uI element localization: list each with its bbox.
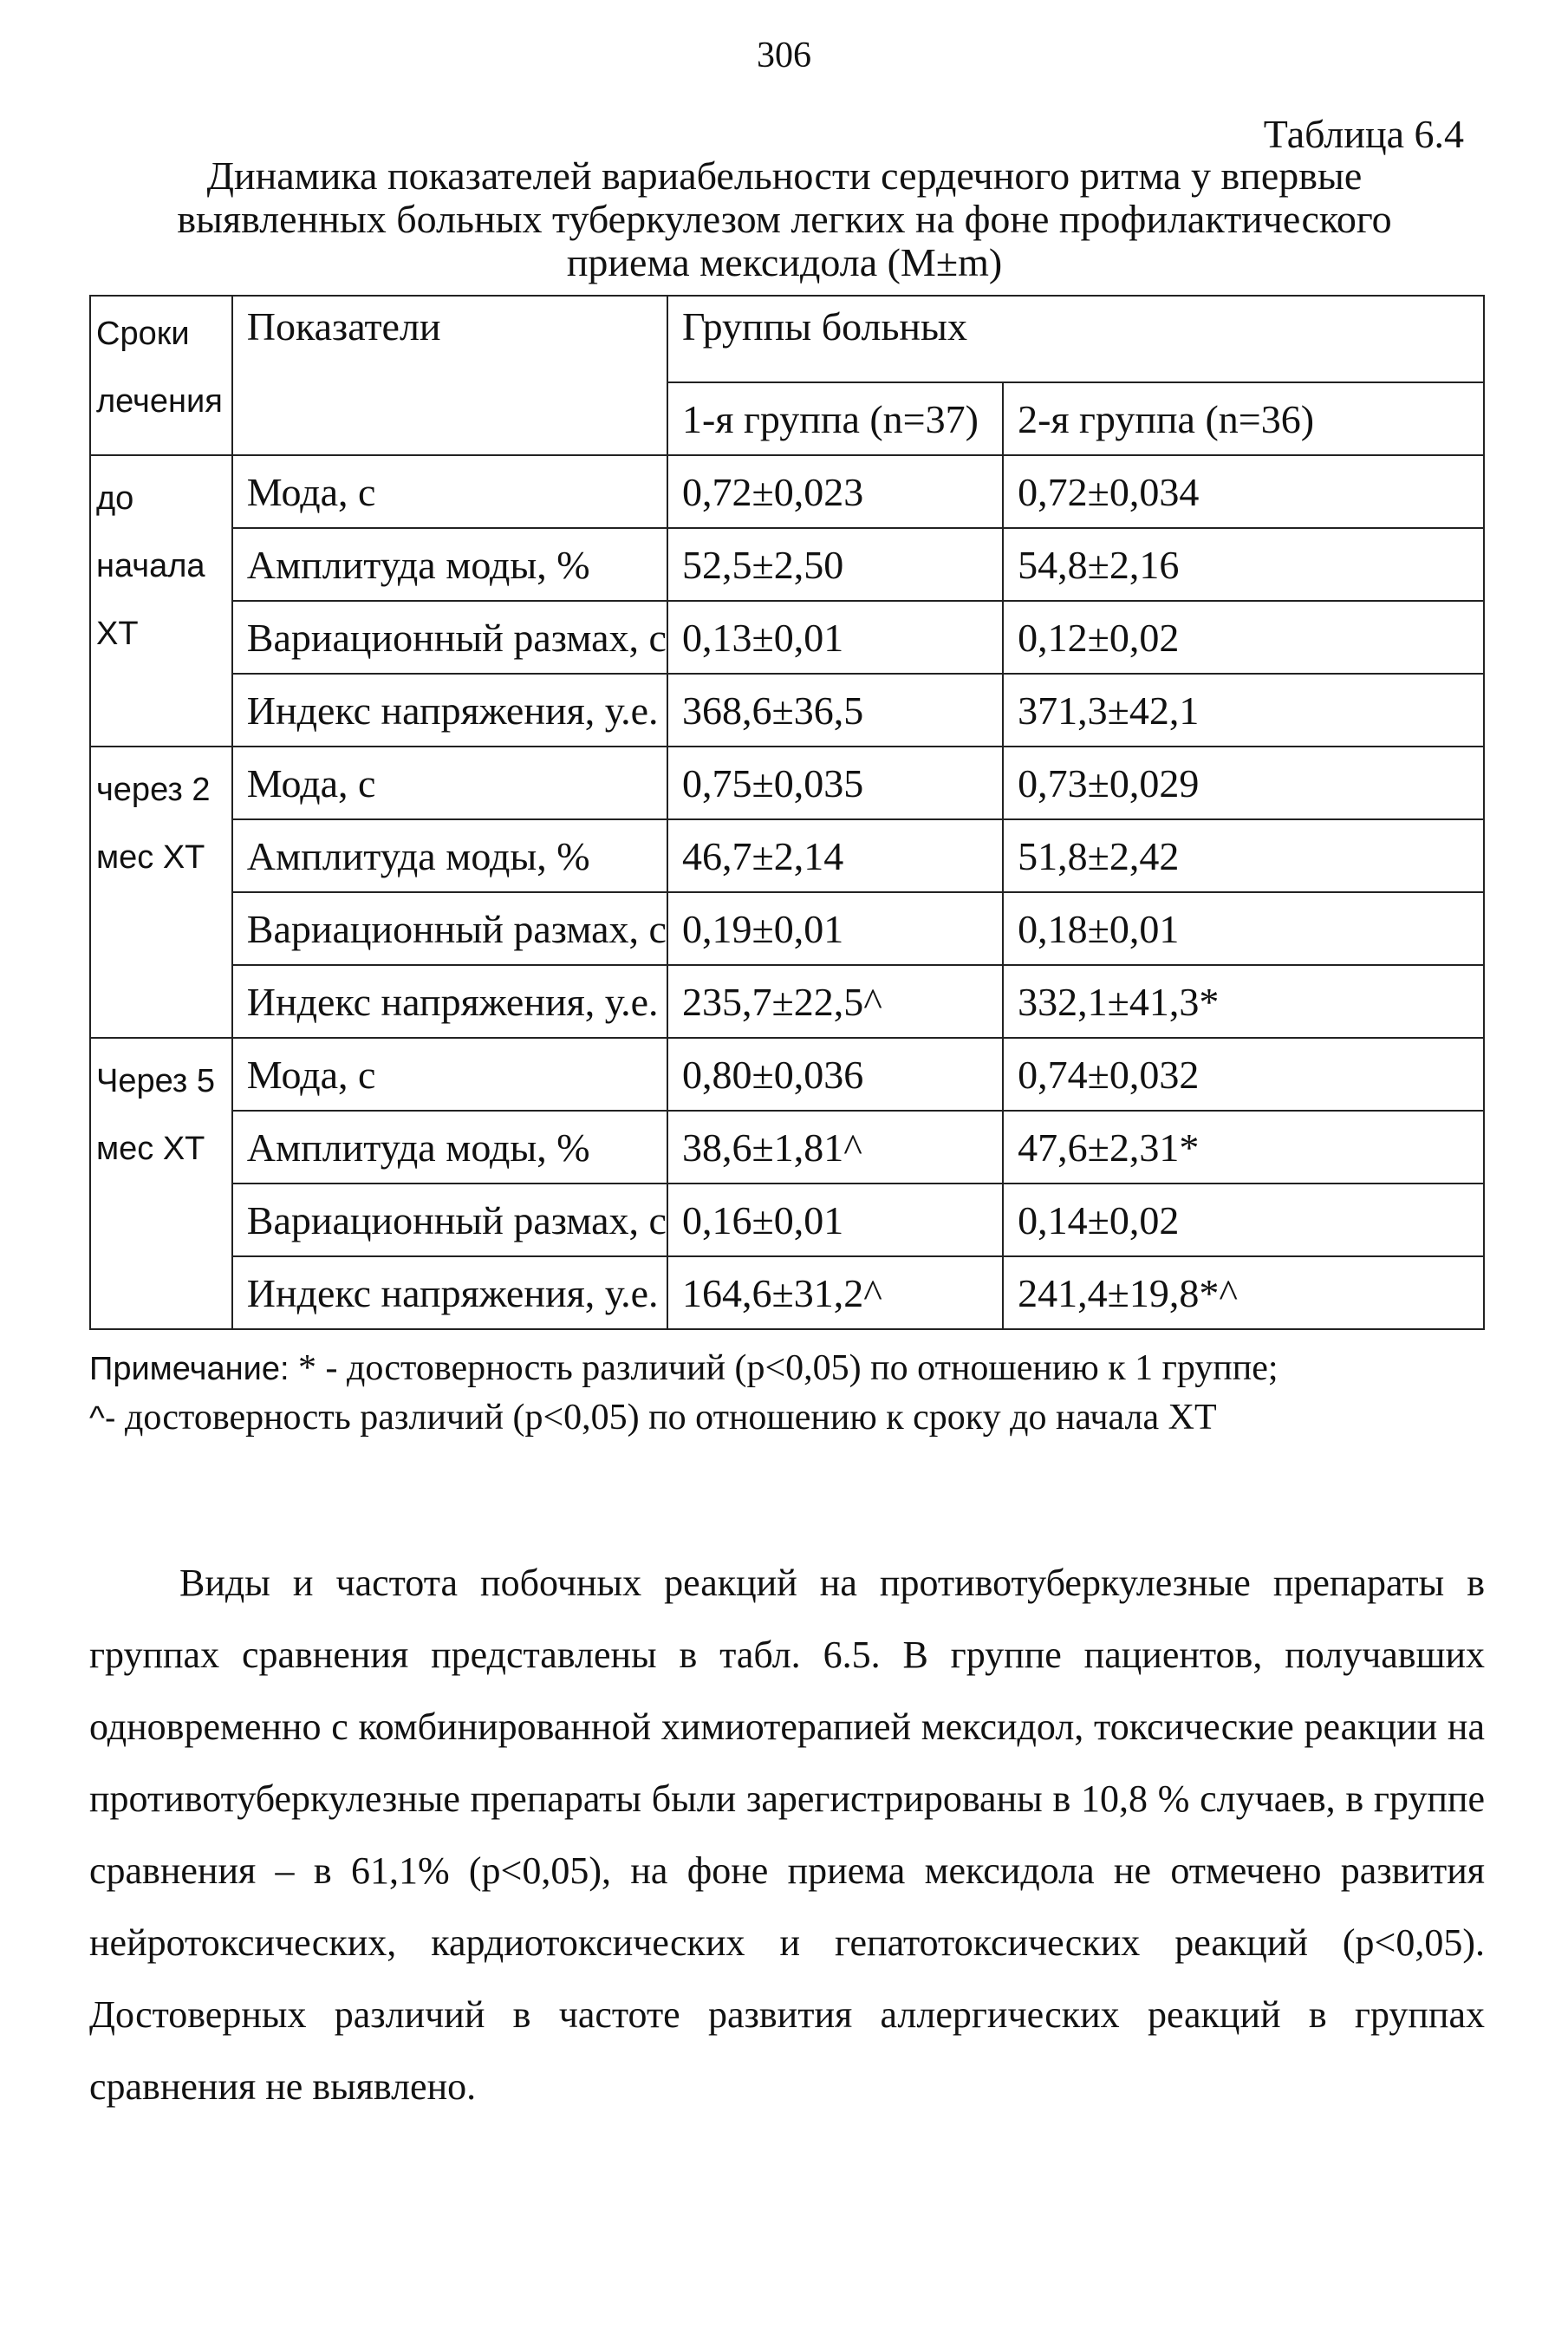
table-row: [90, 892, 1484, 965]
table-row: [90, 674, 1484, 747]
header-groups: Группы больных: [667, 296, 1484, 382]
group2-value: 51,8±2,42: [1003, 819, 1484, 892]
table-row: [90, 1111, 1484, 1184]
header-group-2: 2-я группа (n=36): [1003, 382, 1484, 455]
indicator-cell: Индекс напряжения, у.е.: [232, 674, 667, 747]
table-row: [90, 528, 1484, 601]
term-cell: до начала ХТ: [90, 455, 232, 747]
indicator-cell: Вариационный размах, с: [232, 601, 667, 674]
group1-value: 368,6±36,5: [667, 674, 1003, 747]
indicator-cell: Индекс напряжения, у.е.: [232, 965, 667, 1038]
indicator-cell: Мода, с: [232, 747, 667, 819]
group2-value: 0,14±0,02: [1003, 1184, 1484, 1256]
hrv-table: [89, 295, 1485, 1330]
indicator-cell: Амплитуда моды, %: [232, 528, 667, 601]
note-line-2: [89, 1393, 1511, 1443]
caption-line: выявленных больных туберкулезом легких на фоне профилактического: [177, 197, 1392, 241]
group1-value: 0,80±0,036: [667, 1038, 1003, 1111]
group2-value: 54,8±2,16: [1003, 528, 1484, 601]
group2-value: 371,3±42,1: [1003, 674, 1484, 747]
table-notes: [89, 1344, 1511, 1443]
header-group-1: 1-я группа (n=37): [667, 382, 1003, 455]
group1-value: 52,5±2,50: [667, 528, 1003, 601]
body-paragraph: Виды и частота побочных реакций на противотуберкулезные препараты в группах сравнения представлены в табл. 6.5. В группе пациентов, получавших одновременно с комбинированной химиотерапией мексидол, токсические реакции на противотуберкулезные препараты были зарегистрированы в 10,8 % случаев, в группе сравнения – в 61,1% (p<0,05), на фоне приема мексидола не отмечено развития нейротоксических, кардиотоксических и гепатотоксических реакций (p<0,05). Достоверных различий в частоте развития аллергических реакций в группах сравнения не выявлено.: [89, 1562, 1485, 2108]
table-row: [90, 601, 1484, 674]
group2-value: 332,1±41,3*: [1003, 965, 1484, 1038]
term-cell: Через 5 мес ХТ: [90, 1038, 232, 1329]
table-row: [90, 965, 1484, 1038]
indicator-cell: Амплитуда моды, %: [232, 1111, 667, 1184]
group2-value: 0,74±0,032: [1003, 1038, 1484, 1111]
group2-value: 0,18±0,01: [1003, 892, 1484, 965]
table-row: [90, 819, 1484, 892]
group1-value: 0,75±0,035: [667, 747, 1003, 819]
indicator-cell: Мода, с: [232, 455, 667, 528]
table-label: Таблица 6.4: [1263, 112, 1464, 156]
header-term: Сроки лечения: [90, 296, 232, 455]
group2-value: 241,4±19,8*^: [1003, 1256, 1484, 1329]
group1-value: 0,72±0,023: [667, 455, 1003, 528]
group1-value: 164,6±31,2^: [667, 1256, 1003, 1329]
note-text: достоверность различий (p<0,05) по отношению к сроку до начала ХТ: [115, 1398, 1217, 1438]
group1-value: 0,16±0,01: [667, 1184, 1003, 1256]
indicator-cell: Вариационный размах, с: [232, 892, 667, 965]
indicator-cell: Мода, с: [232, 1038, 667, 1111]
table-caption: [87, 154, 1482, 284]
group1-value: 0,19±0,01: [667, 892, 1003, 965]
table-row: [90, 747, 1484, 819]
note-mark: ^-: [89, 1400, 116, 1437]
group1-value: 38,6±1,81^: [667, 1111, 1003, 1184]
group2-value: 0,72±0,034: [1003, 455, 1484, 528]
page-number: 306: [757, 36, 811, 75]
table-row: [90, 1184, 1484, 1256]
group1-value: 46,7±2,14: [667, 819, 1003, 892]
indicator-cell: Индекс напряжения, у.е.: [232, 1256, 667, 1329]
note-text: * - достоверность различий (p<0,05) по отношению к 1 группе;: [289, 1348, 1278, 1388]
term-cell: через 2 мес ХТ: [90, 747, 232, 1038]
table-row: [90, 1038, 1484, 1111]
group2-value: 47,6±2,31*: [1003, 1111, 1484, 1184]
indicator-cell: Вариационный размах, с: [232, 1184, 667, 1256]
group2-value: 0,73±0,029: [1003, 747, 1484, 819]
header-indicator: Показатели: [232, 296, 667, 455]
note-line-1: [89, 1344, 1511, 1393]
caption-line: приема мексидола (M±m): [566, 240, 1003, 284]
table-row: [90, 455, 1484, 528]
group1-value: 0,13±0,01: [667, 601, 1003, 674]
table-row: [90, 1256, 1484, 1329]
group2-value: 0,12±0,02: [1003, 601, 1484, 674]
note-label: Примечание:: [89, 1351, 290, 1387]
group1-value: 235,7±22,5^: [667, 965, 1003, 1038]
caption-line: Динамика показателей вариабельности сердечного ритма у впервые: [206, 153, 1363, 198]
indicator-cell: Амплитуда моды, %: [232, 819, 667, 892]
